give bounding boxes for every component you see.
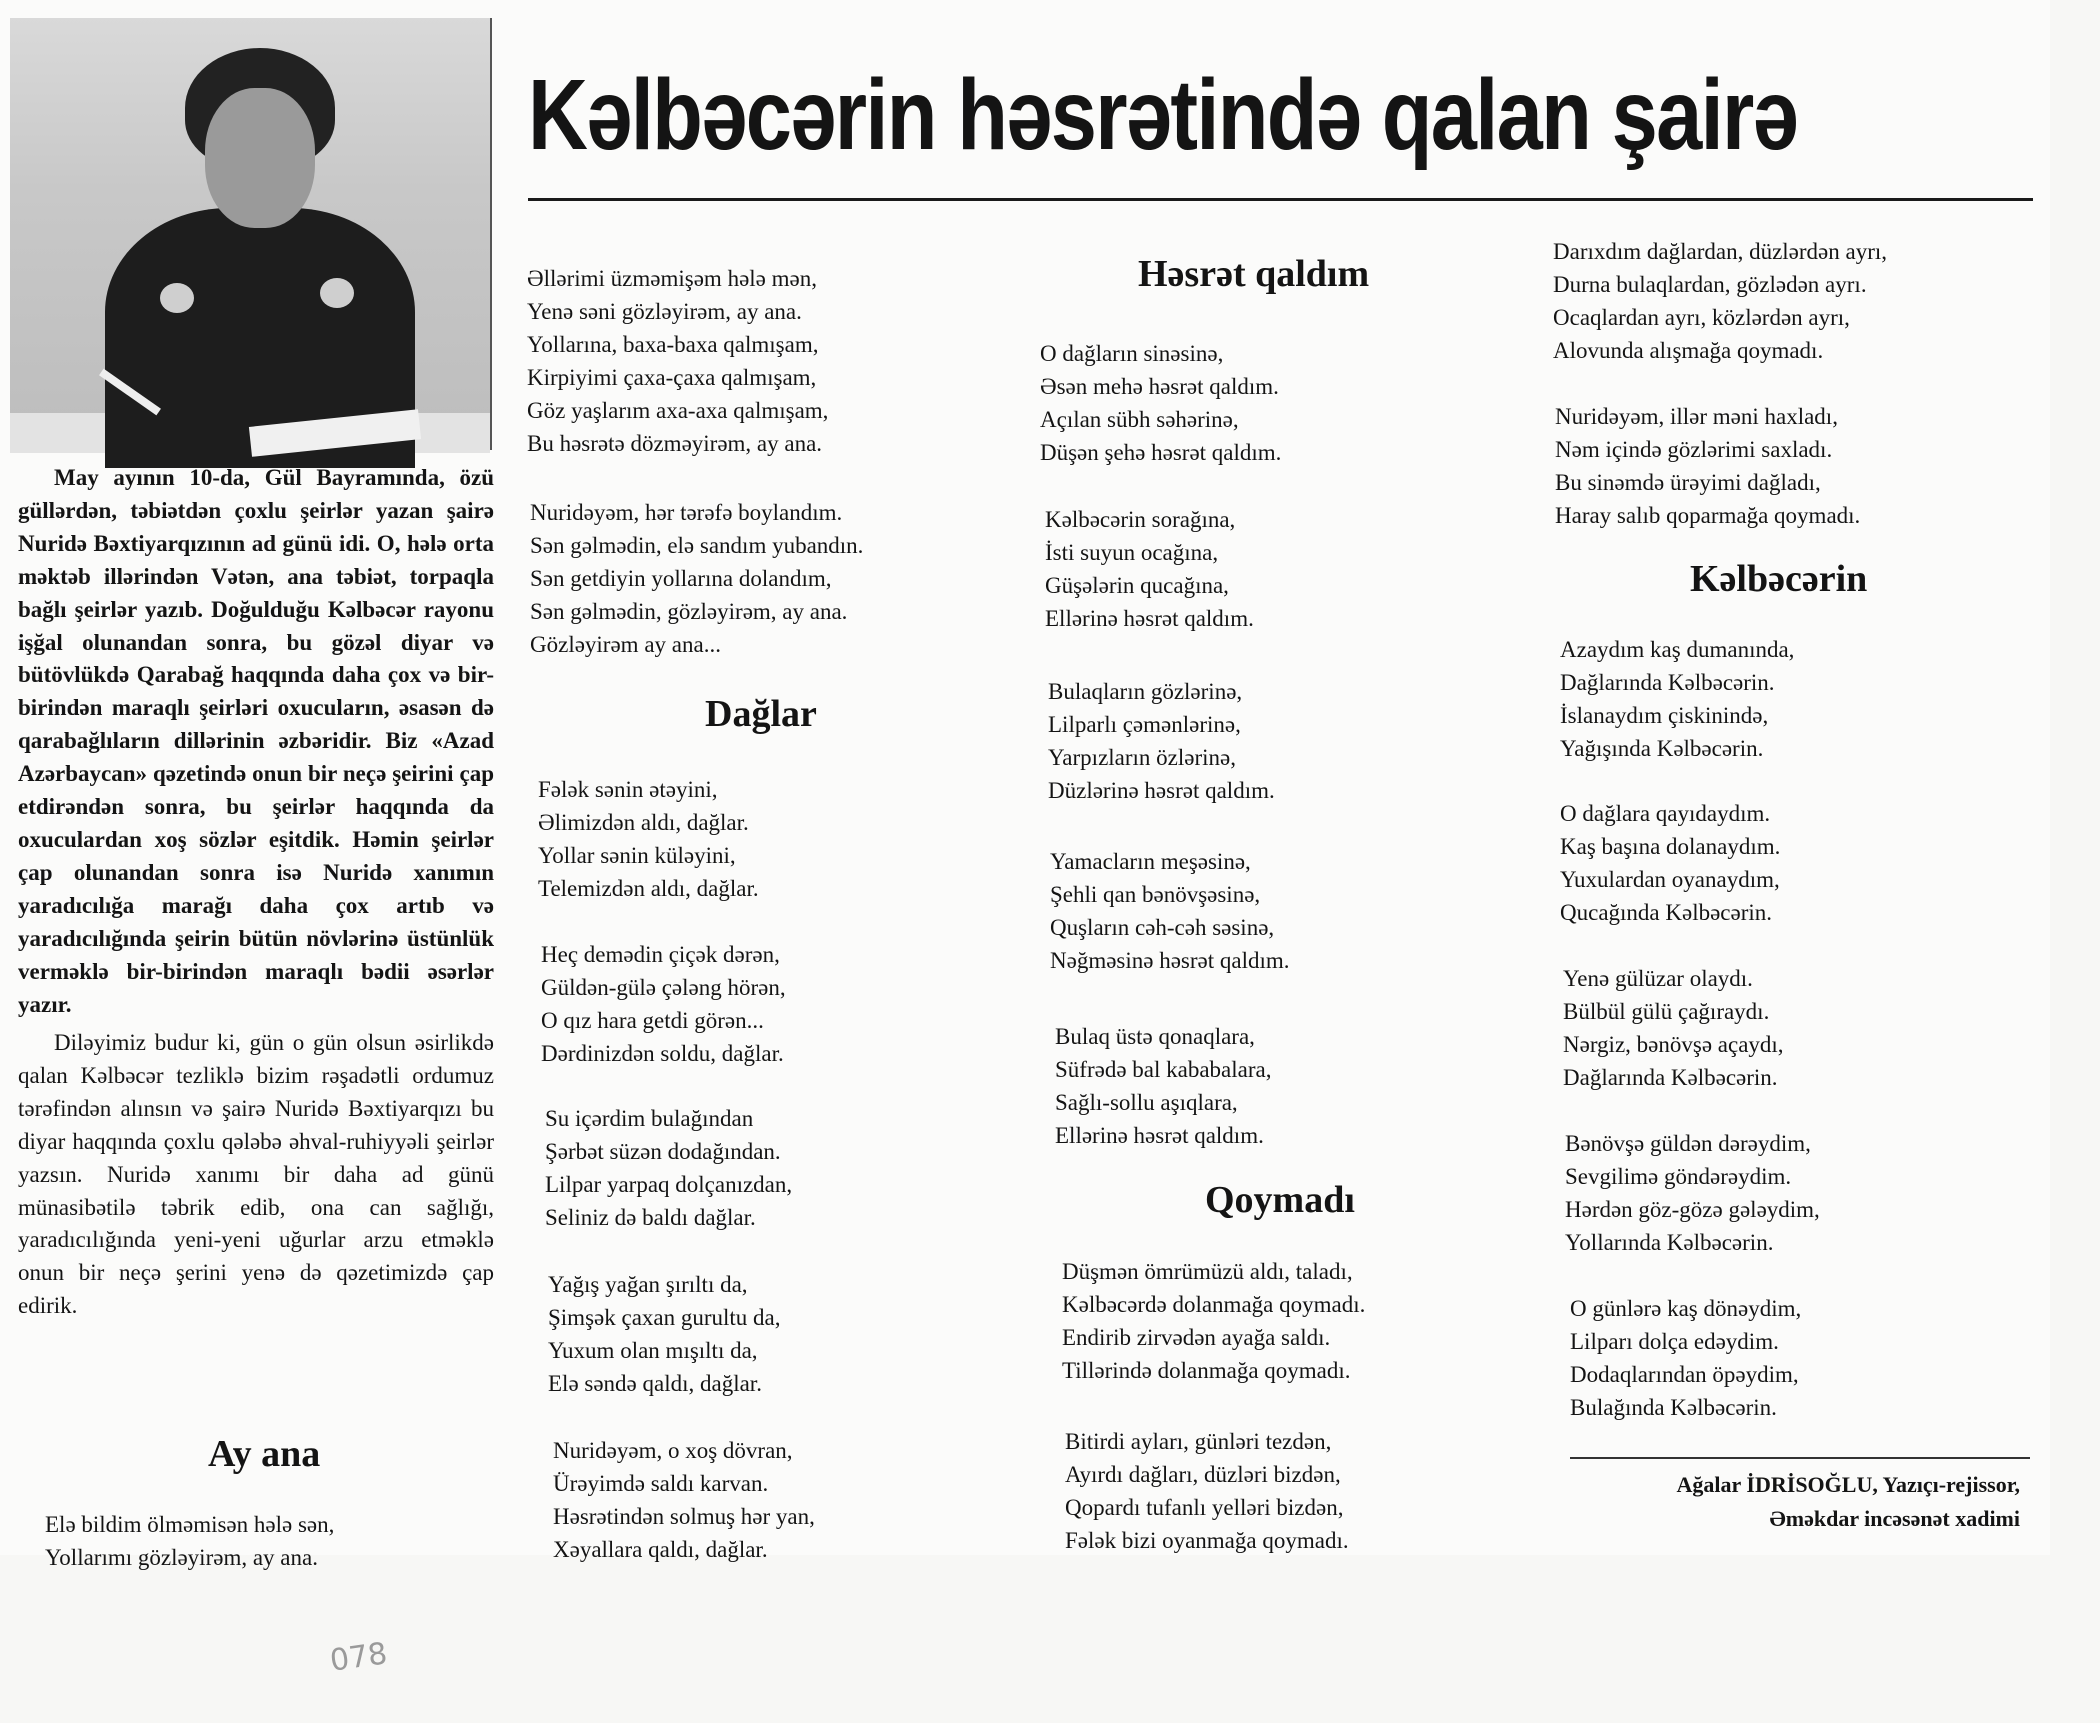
poem-line: Düşmən ömrümüzü aldı, taladı,	[1062, 1259, 1353, 1284]
poem-line: Yenə səni gözləyirəm, ay ana.	[527, 299, 802, 324]
poem-line: Dərdinizdən soldu, dağlar.	[541, 1041, 784, 1066]
poem-line: Nuridəyəm, illər məni haxladı,	[1555, 404, 1838, 429]
poem-line: Elə bildim ölməmisən hələ sən,	[45, 1512, 335, 1537]
poem-line: Su içərdim bulağından	[545, 1106, 754, 1131]
poem-daglar-stanza-4	[548, 1268, 781, 1400]
poem-ay-ana-stanza-1	[527, 262, 828, 460]
poem-line: O dağlara qayıdaydım.	[1560, 801, 1771, 826]
poem-line: Güşələrin qucağına,	[1045, 573, 1229, 598]
poem-line: Kirpiyimi çaxa-çaxa qalmışam,	[527, 365, 817, 390]
poem-line: Düzlərinə həsrət qaldım.	[1048, 778, 1275, 803]
poem-line: Bulaqların gözlərinə,	[1048, 679, 1243, 704]
poem-line: Seliniz də baldı dağlar.	[545, 1205, 756, 1230]
poem-line: Kəlbəcərin sorağına,	[1045, 507, 1236, 532]
poem-line: Ocaqlardan ayrı, közlərdən ayrı,	[1553, 305, 1850, 330]
poem-line: O qız hara getdi görən...	[541, 1008, 764, 1033]
poem-line: Nəm içində gözlərimi saxladı.	[1555, 437, 1833, 462]
poem-line: O dağların sinəsinə,	[1040, 341, 1224, 366]
poem-line: Lilparlı çəmənlərinə,	[1048, 712, 1241, 737]
poem-line: Fələk sənin ətəyini,	[538, 777, 718, 802]
poem-line: Yuxum olan mışıltı da,	[548, 1338, 758, 1363]
poem-line: Bulağında Kəlbəcərin.	[1570, 1395, 1777, 1420]
poem-qoymadi-stanza-3	[1553, 235, 1887, 367]
poem-line: Ellərinə həsrət qaldım.	[1045, 606, 1254, 631]
signature-rule	[1570, 1457, 2030, 1459]
poem-line: Ellərinə həsrət qaldım.	[1055, 1123, 1264, 1148]
poem-daglar-stanza-1	[538, 773, 759, 905]
poem-line: Süfrədə bal kababalara,	[1055, 1057, 1272, 1082]
poem-daglar-stanza-2	[541, 938, 786, 1070]
author-photo	[10, 18, 492, 450]
poem-line: Qopardı tufanlı yelləri bizdən,	[1065, 1495, 1344, 1520]
poem-line: Açılan sübh səhərinə,	[1040, 407, 1239, 432]
poem-line: Yağışında Kəlbəcərin.	[1560, 736, 1764, 761]
poem-line: Ayırdı dağları, düzləri bizdən,	[1065, 1462, 1341, 1487]
poem-line: Yenə gülüzar olaydı.	[1563, 966, 1753, 991]
poem-title-hesret-qaldim: Həsrət qaldım	[1138, 253, 1370, 295]
poem-kelbecerin-stanza-3	[1563, 962, 1784, 1094]
poem-line: Sən gəlmədin, gözləyirəm, ay ana.	[530, 599, 848, 624]
poem-line: Bu sinəmdə ürəyimi dağladı,	[1555, 470, 1821, 495]
poem-qoymadi-stanza-2	[1065, 1425, 1349, 1557]
poem-line: Həsrətindən solmuş hər yan,	[553, 1504, 815, 1529]
title-rule	[528, 198, 2033, 201]
poem-line: Sağlı-sollu aşıqlara,	[1055, 1090, 1238, 1115]
poem-daglar-stanza-3	[545, 1102, 792, 1234]
poem-line: Yollar sənin küləyini,	[538, 843, 736, 868]
poem-line: Düşən şehə həsrət qaldım.	[1040, 440, 1282, 465]
poem-line: Bitirdi ayları, günləri tezdən,	[1065, 1429, 1332, 1454]
poem-line: Şehli qan bənövşəsinə,	[1050, 882, 1261, 907]
author-signature	[1677, 1468, 2020, 1536]
poem-line: Xəyallara qaldı, dağlar.	[553, 1537, 768, 1562]
poem-line: Dodaqlarından öpəydim,	[1570, 1362, 1799, 1387]
poem-hesret-stanza-2	[1045, 503, 1254, 635]
poem-line: Dağlarında Kəlbəcərin.	[1563, 1065, 1778, 1090]
poem-daglar-stanza-5	[553, 1434, 815, 1566]
poem-title-daglar: Dağlar	[705, 693, 817, 735]
poem-title-kelbecerin: Kəlbəcərin	[1690, 558, 1868, 600]
poem-line: Bülbül gülü çağıraydı.	[1563, 999, 1770, 1024]
poem-line: Bu həsrətə dözməyirəm, ay ana.	[527, 431, 823, 456]
poem-line: Fələk bizi oyanmağa qoymadı.	[1065, 1528, 1349, 1553]
poem-line: Lilpar yarpaq dolçanızdan,	[545, 1172, 793, 1197]
poem-line: Yollarımı gözləyirəm, ay ana.	[45, 1545, 318, 1570]
poem-kelbecerin-stanza-4	[1565, 1127, 1820, 1259]
poem-ay-ana-stanza-2	[530, 496, 863, 661]
article-title: Kəlbəcərin həsrətində qalan şairə	[528, 59, 1798, 171]
poem-line: Tillərində dolanmağa qoymadı.	[1062, 1358, 1351, 1383]
poem-line: Haray salıb qoparmağa qoymadı.	[1555, 503, 1861, 528]
poem-line: Qucağında Kəlbəcərin.	[1560, 900, 1773, 925]
poem-line: Kaş başına dolanaydım.	[1560, 834, 1781, 859]
poem-hesret-stanza-5	[1055, 1020, 1271, 1152]
poem-line: Göz yaşlarım axa-axa qalmışam,	[527, 398, 829, 423]
poem-line: Yağış yağan şırıltı da,	[548, 1272, 748, 1297]
article-intro-continued	[18, 1027, 494, 1323]
poem-line: Sən getdiyin yollarına dolandım,	[530, 566, 832, 591]
poem-line: Darıxdım dağlardan, düzlərdən ayrı,	[1553, 239, 1888, 264]
poem-qoymadi-stanza-1	[1062, 1255, 1365, 1387]
poem-line: Quşların cəh-cəh səsinə,	[1050, 915, 1275, 940]
signature-line-2: Əməkdar incəsənət xadimi	[1769, 1506, 2020, 1531]
poem-line: Nuridəyəm, o xoş dövran,	[553, 1438, 793, 1463]
handwritten-margin-note: 078	[327, 1636, 390, 1679]
poem-line: Dağlarında Kəlbəcərin.	[1560, 670, 1775, 695]
poem-line: Alovunda alışmağa qoymadı.	[1553, 338, 1824, 363]
poem-line: O günlərə kaş dönəydim,	[1570, 1296, 1802, 1321]
poem-line: Sən gəlmədin, elə sandım yubandın.	[530, 533, 864, 558]
poem-line: Sevgilimə göndərəydim.	[1565, 1164, 1792, 1189]
poem-line: Yamacların meşəsinə,	[1050, 849, 1251, 874]
poem-line: Şimşək çaxan gurultu da,	[548, 1305, 781, 1330]
poem-line: Şərbət süzən dodağından.	[545, 1139, 781, 1164]
poem-line: Endirib zirvədən ayağa saldı.	[1062, 1325, 1331, 1350]
poem-line: Bənövşə güldən dərəydim,	[1565, 1131, 1811, 1156]
poem-line: Ürəyimdə saldı karvan.	[553, 1471, 769, 1496]
poem-hesret-stanza-4	[1050, 845, 1290, 977]
poem-line: İslanaydım çiskinində,	[1560, 703, 1769, 728]
poem-line: Yollarına, baxa-baxa qalmışam,	[527, 332, 819, 357]
poem-line: Əllərimi üzməmişəm hələ mən,	[527, 266, 817, 291]
poem-line: Heç demədin çiçək dərən,	[541, 942, 780, 967]
poem-line: Güldən-gülə çələng hörən,	[541, 975, 786, 1000]
poem-line: Elə səndə qaldı, dağlar.	[548, 1371, 762, 1396]
poem-hesret-stanza-3	[1048, 675, 1275, 807]
poem-kelbecerin-stanza-1	[1560, 633, 1794, 765]
poem-line: Yarpızların özlərinə,	[1048, 745, 1236, 770]
intro-paragraph-2: Diləyimiz budur ki, gün o gün olsun əsirlikdə qalan Kəlbəcər tezliklə bizim rəşadətli ordumuz tərəfindən alınsın və şairə Nuridə Bəxtiyarqızı bu diyar haqqında çoxlu qələbə əhval-ruhiyyəli şeirlər yazsın. Nuridə xanımı bir daha ad günü münasibətilə təbrik edib, ona can sağlığı, yaradıcılığında yeni-yeni uğurlar arzu etməklə onun bir neçə şerini yenə də qəzetimizdə çap edirik.	[18, 1030, 494, 1319]
poem-line: Azaydım kaş dumanında,	[1560, 637, 1795, 662]
poem-line: Əlimizdən aldı, dağlar.	[538, 810, 749, 835]
poem-hesret-stanza-1	[1040, 337, 1281, 469]
poem-line: Kəlbəcərdə dolanmağa qoymadı.	[1062, 1292, 1366, 1317]
poem-ay-ana-col1	[45, 1508, 334, 1574]
poem-line: Durna bulaqlardan, gözlədən ayrı.	[1553, 272, 1867, 297]
poem-line: Nəğməsinə həsrət qaldım.	[1050, 948, 1290, 973]
poem-line: Əsən mehə həsrət qaldım.	[1040, 374, 1279, 399]
poem-line: Lilparı dolça edəydim.	[1570, 1329, 1779, 1354]
poem-kelbecerin-stanza-5	[1570, 1292, 1801, 1424]
poem-line: İsti suyun ocağına,	[1045, 540, 1219, 565]
poem-line: Yollarında Kəlbəcərin.	[1565, 1230, 1774, 1255]
poem-kelbecerin-stanza-2	[1560, 797, 1780, 929]
intro-paragraph: May ayının 10-da, Gül Bayramında, özü güllərdən, təbiətdən çoxlu şeirlər yazan şairə Nuridə Bəxtiyarqızının ad günü idi. O, hələ orta məktəb illərindən Vətən, ana təbiət, torpaqla bağlı şeirlər yazıb. Doğulduğu Kəlbəcər rayonu işğal olunandan sonra, bu gözəl diyar və bütövlükdə Qarabağ haqqında daha çox və bir-birindən maraqlı şeirləri oxucuların, əsasən də qarabağlıların dillərinin əzbəridir. Biz «Azad Azərbaycan» qəzetində onun bir neçə şeirini çap etdirəndən sonra, bu şeirlər haqqında da oxuculardan xoş sözlər eşitdik. Həmin şeirlər çap olunandan sonra isə Nuridə xanımın yaradıcılığa marağı daha çox artıb və yaradıcılığında şeirin bütün növlərinə üstünlük verməklə bir-birindən maraqlı bədii əsərlər yazır.	[18, 465, 494, 1017]
poem-line: Nuridəyəm, hər tərəfə boylandım.	[530, 500, 843, 525]
poem-line: Nərgiz, bənövşə açaydı,	[1563, 1032, 1784, 1057]
poem-qoymadi-stanza-4	[1555, 400, 1860, 532]
poem-line: Hərdən göz-gözə gələydim,	[1565, 1197, 1820, 1222]
poem-line: Gözləyirəm ay ana...	[530, 632, 721, 657]
poem-title-qoymadi: Qoymadı	[1205, 1179, 1355, 1221]
poem-line: Yuxulardan oyanaydım,	[1560, 867, 1780, 892]
poem-line: Telemizdən aldı, dağlar.	[538, 876, 759, 901]
poem-line: Bulaq üstə qonaqlara,	[1055, 1024, 1255, 1049]
article-intro	[18, 462, 494, 1021]
poem-title-ay-ana: Ay ana	[208, 1433, 321, 1475]
signature-line-1: Ağalar İDRİSOĞLU, Yazıçı-rejissor,	[1676, 1472, 2020, 1497]
